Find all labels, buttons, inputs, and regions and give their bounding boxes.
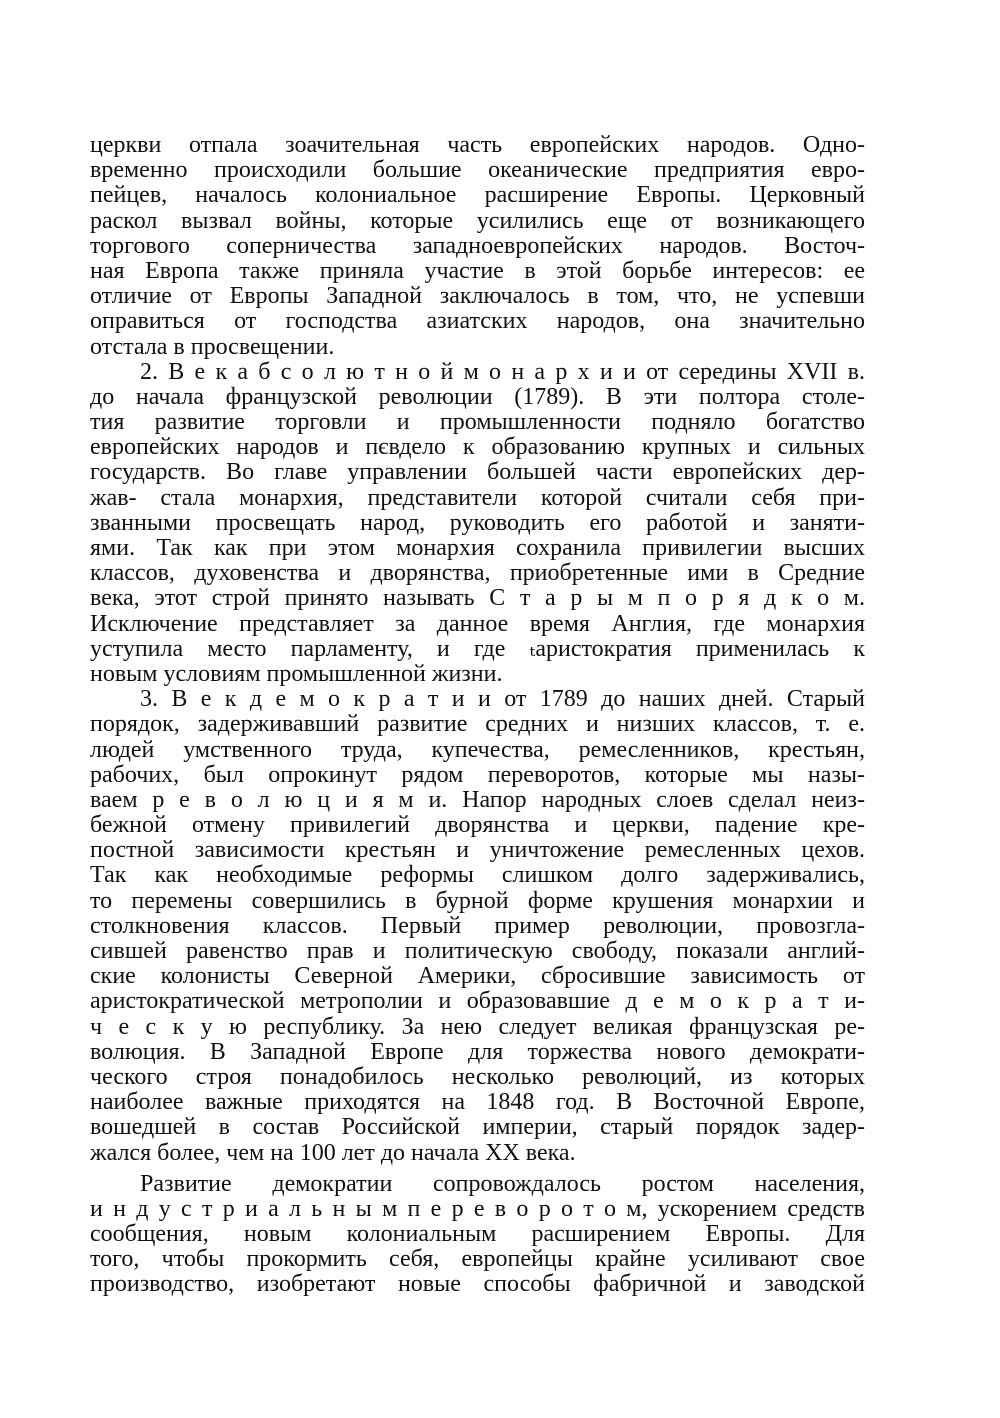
text-line: ские колонисты Северной Америки, сбросившие зависимость от [90, 963, 865, 990]
text-line: до начала французской революции (1789). В эти полтора столе- [90, 383, 865, 410]
text-line: сившей равенство прав и политическую свободу, показали англий- [90, 938, 865, 964]
text-line: церкви отпала зоачительная часть европейских народов. Одно- [90, 132, 865, 158]
text-line: волюция. В Западной Европе для торжества нового демократи- [90, 1038, 865, 1065]
text-line: сообщения, новым колониальным расширением Европы. Для [90, 1221, 865, 1248]
text-line: ная Европа также приняла участие в этой борьбе интересов: ее [90, 257, 865, 284]
text-line: пейцев, началось колониальное расширение Европы. Церковный [90, 182, 865, 209]
text-line: того, чтобы прокормить себя, европейцы крайне усиливают свое [90, 1246, 865, 1273]
text-line: производство, изобретают новые способы фабричной и заводской [90, 1271, 865, 1298]
text-line: новым условиям промышленной жизни. [90, 660, 503, 687]
text-line: вошедшей в состав Российской империи, старый порядок задер- [90, 1114, 865, 1141]
document-page [90, 133, 865, 1298]
text-line: европейских народов и пєвдело к образованию крупных и сильных [90, 434, 865, 461]
text-line: ческого строя понадобилось несколько революций, из которых [90, 1063, 865, 1090]
text-line: уступила место парламенту, и где ₜаристократия применилась к [90, 635, 865, 662]
text-line: ваем р е в о л ю ц и я м и. Напор народных слоев сделал неиз- [90, 786, 865, 813]
text-line: Так как необходимые реформы слишком долго задерживались, [90, 862, 865, 889]
text-line: бежной отмену привилегий дворянства и церкви, падение кре- [90, 812, 865, 839]
paragraph [90, 133, 865, 360]
text-line: тия развитие торговли и промышленности подняло богатство [90, 409, 865, 436]
text-line: века, этот строй принято называть С т а р ы м п о р я д к о м. [90, 585, 865, 612]
text-line: жав- стала монархия, представители которой считали себя при- [90, 484, 865, 511]
text-line: государств. Во главе управлении большей части европейских дер- [90, 459, 865, 486]
text-line: оправиться от господства азиатских народов, она значительно [90, 308, 865, 335]
text-line: временно происходили большие океанические предприятия евро- [90, 157, 865, 184]
text-line: ч е с к у ю республику. За нею следует великая французская ре- [90, 1013, 865, 1040]
text-line: 2. В е к а б с о л ю т н о й м о н а р х и и от середины XVII в. [140, 358, 865, 385]
text-line: Исключение представляет за данное время Англия, где монархия [90, 610, 865, 637]
text-line: наиболее важные приходятся на 1848 год. В Восточной Европе, [90, 1089, 865, 1116]
text-line: постной зависимости крестьян и уничтожение ремесленных цехов. [90, 837, 865, 864]
text-line: столкновения классов. Первый пример революции, провозгла- [90, 912, 865, 939]
text-line: классов, духовенства и дворянства, приобретенные ими в Средние [90, 560, 865, 587]
text-line: ями. Так как при этом монархия сохранила привилегии высших [90, 535, 865, 561]
text-line: отличие от Европы Западной заключалось в том, что, не успевши [90, 283, 865, 310]
text-line: и н д у с т р и а л ь н ы м п е р е в о р о т о м, ускорением средств [90, 1195, 865, 1222]
paragraph [90, 1172, 865, 1298]
text-line: рабочих, был опрокинут рядом переворотов, которые мы назы- [90, 761, 865, 788]
paragraph [90, 360, 865, 687]
text-line: аристократической метрополии и образовавшие д е м о к р а т и- [90, 988, 865, 1015]
text-line: званными просвещать народ, руководить его работой и заняти- [90, 509, 865, 536]
text-line: торгового соперничества западноевропейских народов. Восточ- [90, 232, 865, 259]
text-line: раскол вызвал войны, которые усилились еще от возникающего [90, 207, 865, 234]
text-line: то перемены совершились в бурной форме крушения монархии и [90, 887, 865, 914]
text-line: 3. В е к д е м о к р а т и и от 1789 до наших дней. Старый [140, 686, 865, 713]
text-line: людей умственного труда, купечества, ремесленников, крестьян, [90, 736, 865, 763]
paragraph [90, 687, 865, 1166]
text-line: порядок, задерживавший развитие средних и низших классов, т. е. [90, 711, 865, 738]
text-line: отстала в просвещении. [90, 333, 335, 360]
text-line: жался более, чем на 100 лет до начала XX века. [90, 1139, 576, 1166]
text-line: Развитие демократии сопровождалось ростом населения, [140, 1170, 865, 1197]
